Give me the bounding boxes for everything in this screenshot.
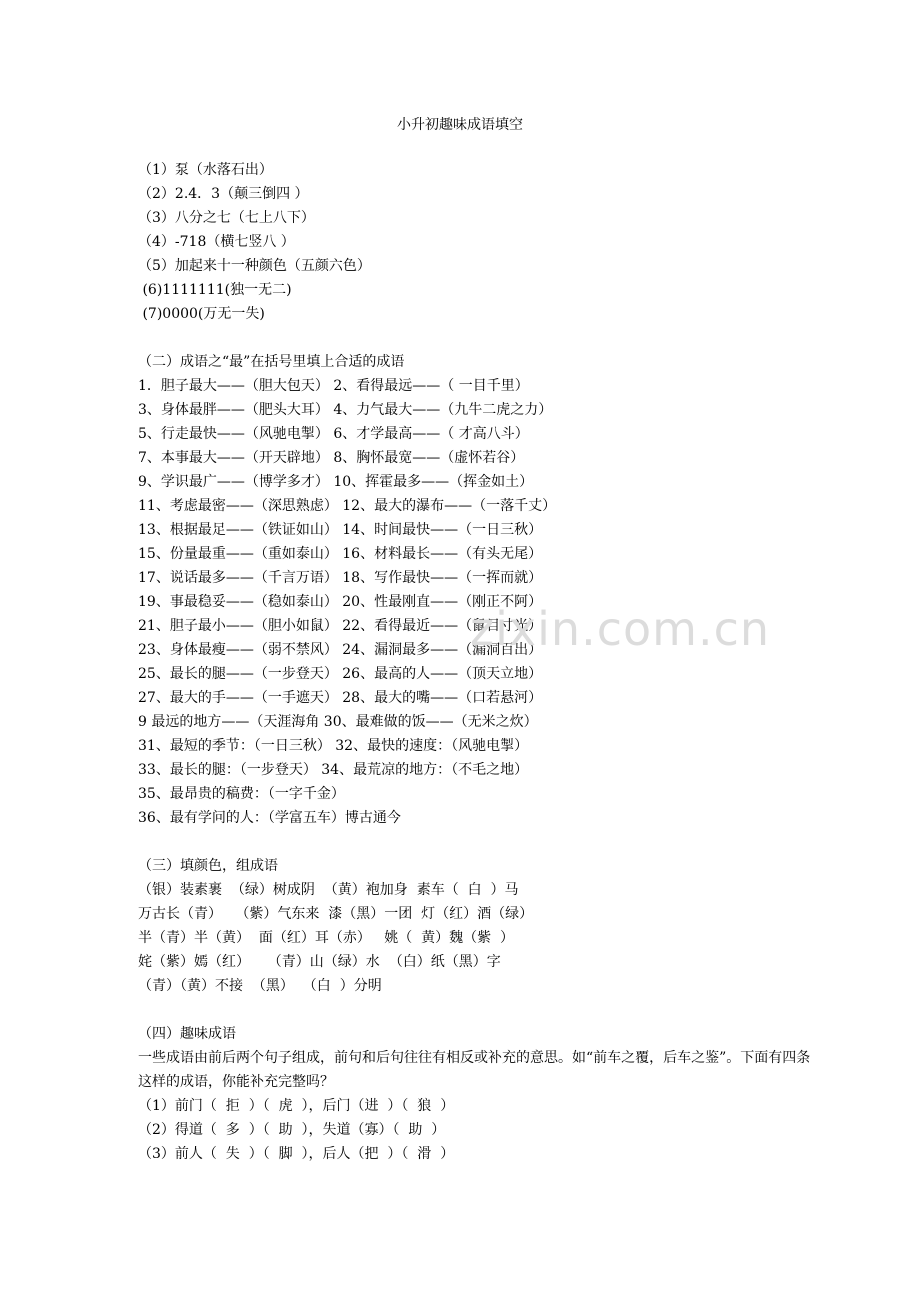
section-riddles xyxy=(138,158,818,326)
section-superlatives xyxy=(138,350,818,830)
color-idiom-line: 姹（紫）嫣（红） （青）山（绿）水 （白）纸（黑）字 xyxy=(138,954,501,970)
superlative-line: 36、最有学问的人：（学富五车）博古通今 xyxy=(138,810,401,826)
superlative-line: 13、根据最足——（铁证如山） 14、时间最快——（一日三秋） xyxy=(138,522,543,538)
superlative-line: 27、最大的手——（一手遮天） 28、最大的嘴——（口若悬河） xyxy=(138,690,543,706)
superlative-line: 9 最远的地方——（天涯海角 30、最难做的饭——（无米之炊） xyxy=(138,714,538,730)
superlative-line: 25、最长的腿——（一步登天） 26、最高的人——（顶天立地） xyxy=(138,666,543,682)
spacer xyxy=(138,998,818,1022)
riddle-line: （5）加起来十一种颜色（五颜六色） xyxy=(138,258,371,274)
superlative-line: 31、最短的季节：（一日三秋） 32、最快的速度：（风驰电掣） xyxy=(138,738,529,754)
superlative-line: 35、最昂贵的稿费：（一字千金） xyxy=(138,786,345,802)
riddle-line: （2）2.4．3（颠三倒四 ） xyxy=(138,186,309,202)
riddle-line: (7)0000(万无一失) xyxy=(138,306,265,322)
superlative-line: 15、份量最重——（重如泰山） 16、材料最长——（有头无尾） xyxy=(138,546,543,562)
superlative-line: 7、本事最大——（开天辟地） 8、胸怀最宽——（虚怀若谷） xyxy=(138,450,525,466)
superlative-line: 17、说话最多——（千言万语） 18、写作最快——（一挥而就） xyxy=(138,570,543,586)
superlative-line: 5、行走最快——（风驰电掣） 6、才学最高——（ 才高八斗） xyxy=(138,426,529,442)
fun-idiom-line: （3）前人（ 失 ）（ 脚 ），后人（把 ）（ 滑 ） xyxy=(138,1146,455,1162)
section-heading: （三）填颜色，组成语 xyxy=(138,858,278,874)
riddle-line: （4）-718（横七竖八 ） xyxy=(138,234,295,250)
color-idiom-line: （青）（黄）不接 （黑） （白 ）分明 xyxy=(138,978,382,994)
riddle-line: （3）八分之七（七上八下） xyxy=(138,210,315,226)
superlative-line: 19、事最稳妥——（稳如泰山） 20、性最刚直——（刚正不阿） xyxy=(138,594,543,610)
section-heading: （四）趣味成语 xyxy=(138,1026,236,1042)
color-idiom-line: （银）装素裹 （绿）树成阴 （黄）袍加身 素车（ 白 ）马 xyxy=(138,882,519,898)
superlative-line: 9、学识最广——（博学多才） 10、挥霍最多——（挥金如土） xyxy=(138,474,534,490)
watermark-text: zixin.com.cn xyxy=(470,602,771,656)
document-title: 小升初趣味成语填空 xyxy=(397,117,523,133)
riddle-line: (6)1111111(独一无二) xyxy=(138,282,292,298)
superlative-line: 21、胆子最小——（胆小如鼠） 22、看得最近——（鼠目寸光） xyxy=(138,618,543,634)
fun-idiom-line: （1）前门（ 拒 ）（ 虎 ），后门（进 ）（ 狼 ） xyxy=(138,1098,455,1114)
section-colors xyxy=(138,854,818,998)
superlative-line: 3、身体最胖——（肥头大耳） 4、力气最大——（九牛二虎之力） xyxy=(138,402,553,418)
superlative-line: 33、最长的腿：（一步登天） 34、最荒凉的地方：（不毛之地） xyxy=(138,762,529,778)
superlative-line: 11、考虑最密——（深思熟虑） 12、最大的瀑布——（一落千丈） xyxy=(138,498,557,514)
superlative-line: 1．胆子最大——（胆大包天） 2、看得最远——（ 一目千里） xyxy=(138,378,529,394)
section-heading: （二）成语之“最”在括号里填上合适的成语 xyxy=(138,354,405,370)
document-body xyxy=(138,158,818,1166)
spacer xyxy=(138,326,818,350)
color-idiom-line: 半（青）半（黄） 面（红）耳（赤） 姚（ 黄）魏（紫 ） xyxy=(138,930,515,946)
fun-idiom-line: （2）得道（ 多 ）（ 助 ），失道（寡）（ 助 ） xyxy=(138,1122,446,1138)
color-idiom-line: 万古长（青） （紫）气东来 漆（黑）一团 灯（红）酒（绿） xyxy=(138,906,534,922)
section-intro: 一些成语由前后两个句子组成，前句和后句往往有相反或补充的意思。如“前车之覆，后车之鉴”。下面有四条这样的成语，你能补充完整吗？ xyxy=(138,1050,811,1090)
section-fun-idioms xyxy=(138,1022,818,1166)
spacer xyxy=(138,830,818,854)
riddle-line: （1）泵（水落石出） xyxy=(138,162,273,178)
superlative-line: 23、身体最瘦——（弱不禁风） 24、漏洞最多——（漏洞百出） xyxy=(138,642,543,658)
